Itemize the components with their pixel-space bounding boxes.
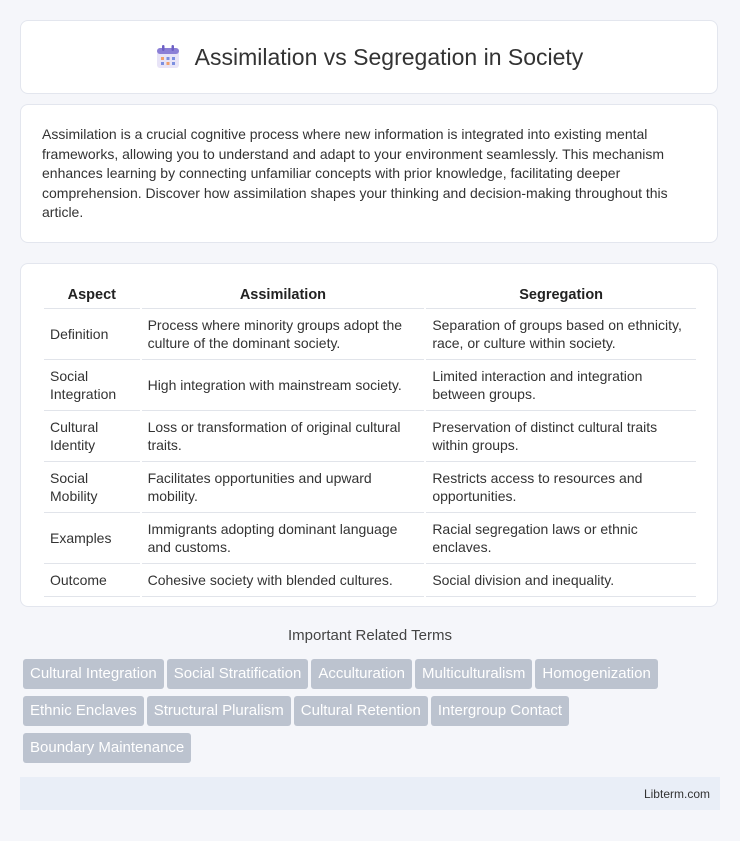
related-term-tag[interactable]: Cultural Retention xyxy=(294,696,428,726)
related-term-tag[interactable]: Social Stratification xyxy=(167,659,309,689)
page-title: Assimilation vs Segregation in Society xyxy=(194,43,584,70)
table-row xyxy=(44,411,696,462)
table-row xyxy=(44,462,696,513)
related-terms-title: Important Related Terms xyxy=(288,627,452,644)
table-header-row xyxy=(44,282,696,309)
assimilation-cell: Immigrants adopting dominant language and customs. xyxy=(142,513,425,564)
related-term-tag[interactable]: Homogenization xyxy=(535,659,657,689)
calendar-icon xyxy=(155,44,181,70)
assimilation-cell: Loss or transformation of original cultural traits. xyxy=(142,411,425,462)
footer xyxy=(20,777,720,810)
assimilation-cell: High integration with mainstream society. xyxy=(142,360,425,411)
header-card xyxy=(20,20,718,94)
segregation-cell: Restricts access to resources and opportunities. xyxy=(426,462,696,513)
related-term-tag[interactable]: Structural Pluralism xyxy=(147,696,291,726)
related-terms-list xyxy=(23,659,723,770)
segregation-cell: Preservation of distinct cultural traits within groups. xyxy=(426,411,696,462)
table-row xyxy=(44,360,696,411)
aspect-cell: Definition xyxy=(44,309,140,360)
footer-brand[interactable]: Libterm.com xyxy=(643,786,710,801)
segregation-cell: Separation of groups based on ethnicity, race, or culture within society. xyxy=(426,309,696,360)
column-header: Segregation xyxy=(426,282,696,309)
segregation-cell: Social division and inequality. xyxy=(426,564,696,597)
comparison-table xyxy=(42,282,698,597)
table-row xyxy=(44,513,696,564)
aspect-cell: Outcome xyxy=(44,564,140,597)
related-term-tag[interactable]: Acculturation xyxy=(311,659,412,689)
table-row xyxy=(44,309,696,360)
column-header: Aspect xyxy=(44,282,140,309)
related-term-tag[interactable]: Ethnic Enclaves xyxy=(23,696,144,726)
related-term-tag[interactable]: Multiculturalism xyxy=(415,659,532,689)
segregation-cell: Racial segregation laws or ethnic enclaves. xyxy=(426,513,696,564)
related-term-tag[interactable]: Boundary Maintenance xyxy=(23,733,191,763)
aspect-cell: Examples xyxy=(44,513,140,564)
assimilation-cell: Facilitates opportunities and upward mobility. xyxy=(142,462,425,513)
column-header: Assimilation xyxy=(142,282,425,309)
related-term-tag[interactable]: Cultural Integration xyxy=(23,659,164,689)
assimilation-cell: Cohesive society with blended cultures. xyxy=(142,564,425,597)
aspect-cell: Social Integration xyxy=(44,360,140,411)
intro-card xyxy=(20,104,718,243)
intro-text: Assimilation is a crucial cognitive process where new information is integrated into existing mental frameworks, allowing you to understand and adapt to your environment seamlessly. This mechanism enhances learning by connecting unfamiliar concepts with prior knowledge, facilitating deeper comprehension. Discover how assimilation shapes your thinking and decision-making throughout this article. xyxy=(42,126,668,221)
assimilation-cell: Process where minority groups adopt the culture of the dominant society. xyxy=(142,309,425,360)
aspect-cell: Social Mobility xyxy=(44,462,140,513)
segregation-cell: Limited interaction and integration between groups. xyxy=(426,360,696,411)
comparison-card xyxy=(20,263,718,607)
table-row xyxy=(44,564,696,597)
aspect-cell: Cultural Identity xyxy=(44,411,140,462)
related-term-tag[interactable]: Intergroup Contact xyxy=(431,696,569,726)
